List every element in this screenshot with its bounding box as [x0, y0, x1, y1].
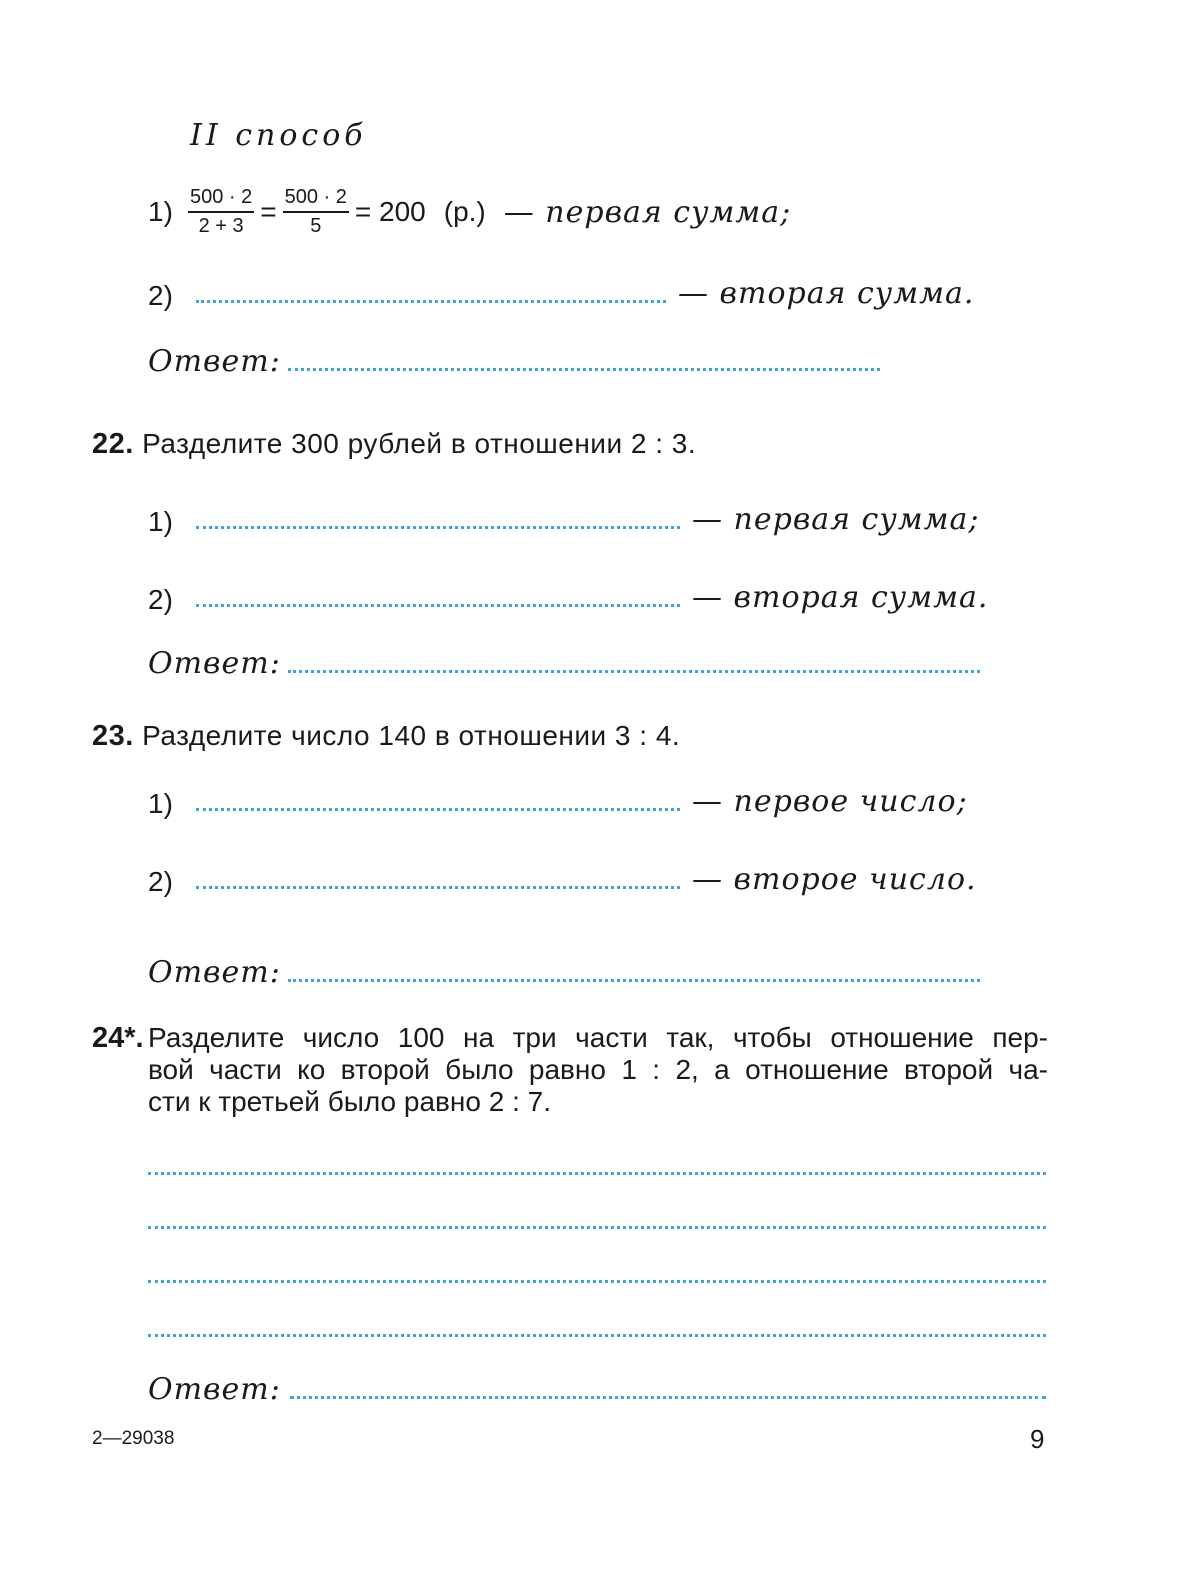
answer-line[interactable] [288, 368, 880, 371]
task-23-step-1-label: 1) [148, 788, 173, 819]
answer-line[interactable] [288, 979, 980, 982]
page-number: 9 [1030, 1424, 1045, 1454]
task-23-step-2-label: 2) [148, 866, 173, 897]
answer-line[interactable] [290, 1396, 1046, 1399]
task-22 [92, 428, 696, 461]
task-22-text: Разделите 300 рублей в отношении 2 : 3. [142, 428, 697, 459]
answer-line[interactable] [196, 300, 666, 303]
fraction-2-numerator: 500 · 2 [283, 186, 349, 213]
step-1-description: — первая сумма; [503, 194, 792, 230]
answer-line[interactable] [288, 670, 980, 673]
task-24-line-3: сти к третьей было равно 2 : 7. [148, 1086, 551, 1117]
task-24-answer-label: Ответ: [148, 1372, 281, 1407]
answer-line[interactable] [196, 886, 680, 889]
formula [188, 186, 791, 238]
task-22-step-2-description: — вторая сумма. [692, 580, 989, 615]
task-22-step-1-label: 1) [148, 506, 173, 537]
step-2-label: 2) [148, 280, 173, 311]
task-22-step-1-description: — первая сумма; [692, 502, 980, 537]
fraction-1 [188, 186, 254, 238]
method-heading: II способ [190, 118, 367, 153]
task-23-number: 23. [92, 720, 134, 752]
answer-line[interactable] [196, 808, 680, 811]
task-23 [92, 720, 680, 753]
answer-line[interactable] [148, 1226, 1046, 1229]
task-23-answer-label: Ответ: [148, 955, 281, 990]
task-23-step-2-description: — второе число. [692, 862, 977, 897]
answer-line[interactable] [148, 1334, 1046, 1337]
task-23-step-1-description: — первое число; [692, 784, 968, 819]
fraction-1-denominator: 2 + 3 [198, 215, 244, 237]
footer-code: 2—29038 [92, 1428, 175, 1449]
task-22-answer-label: Ответ: [148, 646, 281, 681]
answer-line[interactable] [148, 1172, 1046, 1175]
fraction-2-denominator: 5 [310, 215, 322, 237]
task-23-text: Разделите число 140 в отношении 3 : 4. [142, 720, 681, 751]
fraction-1-numerator: 500 · 2 [188, 186, 254, 213]
task-24-line-1: Разделите число 100 на три части так, чтобы отношение пер- [148, 1022, 1048, 1053]
task-22-step-2-label: 2) [148, 584, 173, 615]
step-1-label: 1) [148, 196, 173, 227]
equals-sign: = [260, 196, 277, 227]
step-2-description: — вторая сумма. [678, 276, 975, 311]
answer-label: Ответ: [148, 344, 281, 379]
unit: (р.) [443, 196, 486, 227]
answer-line[interactable] [148, 1280, 1046, 1283]
task-24-number: 24*. [92, 1022, 144, 1054]
task-22-number: 22. [92, 428, 134, 460]
result-value: = 200 [354, 196, 426, 227]
answer-line[interactable] [196, 604, 680, 607]
task-24-line-2: вой части ко второй было равно 1 : 2, а отношение второй ча- [148, 1054, 1048, 1085]
fraction-2 [283, 186, 349, 238]
answer-line[interactable] [196, 526, 680, 529]
